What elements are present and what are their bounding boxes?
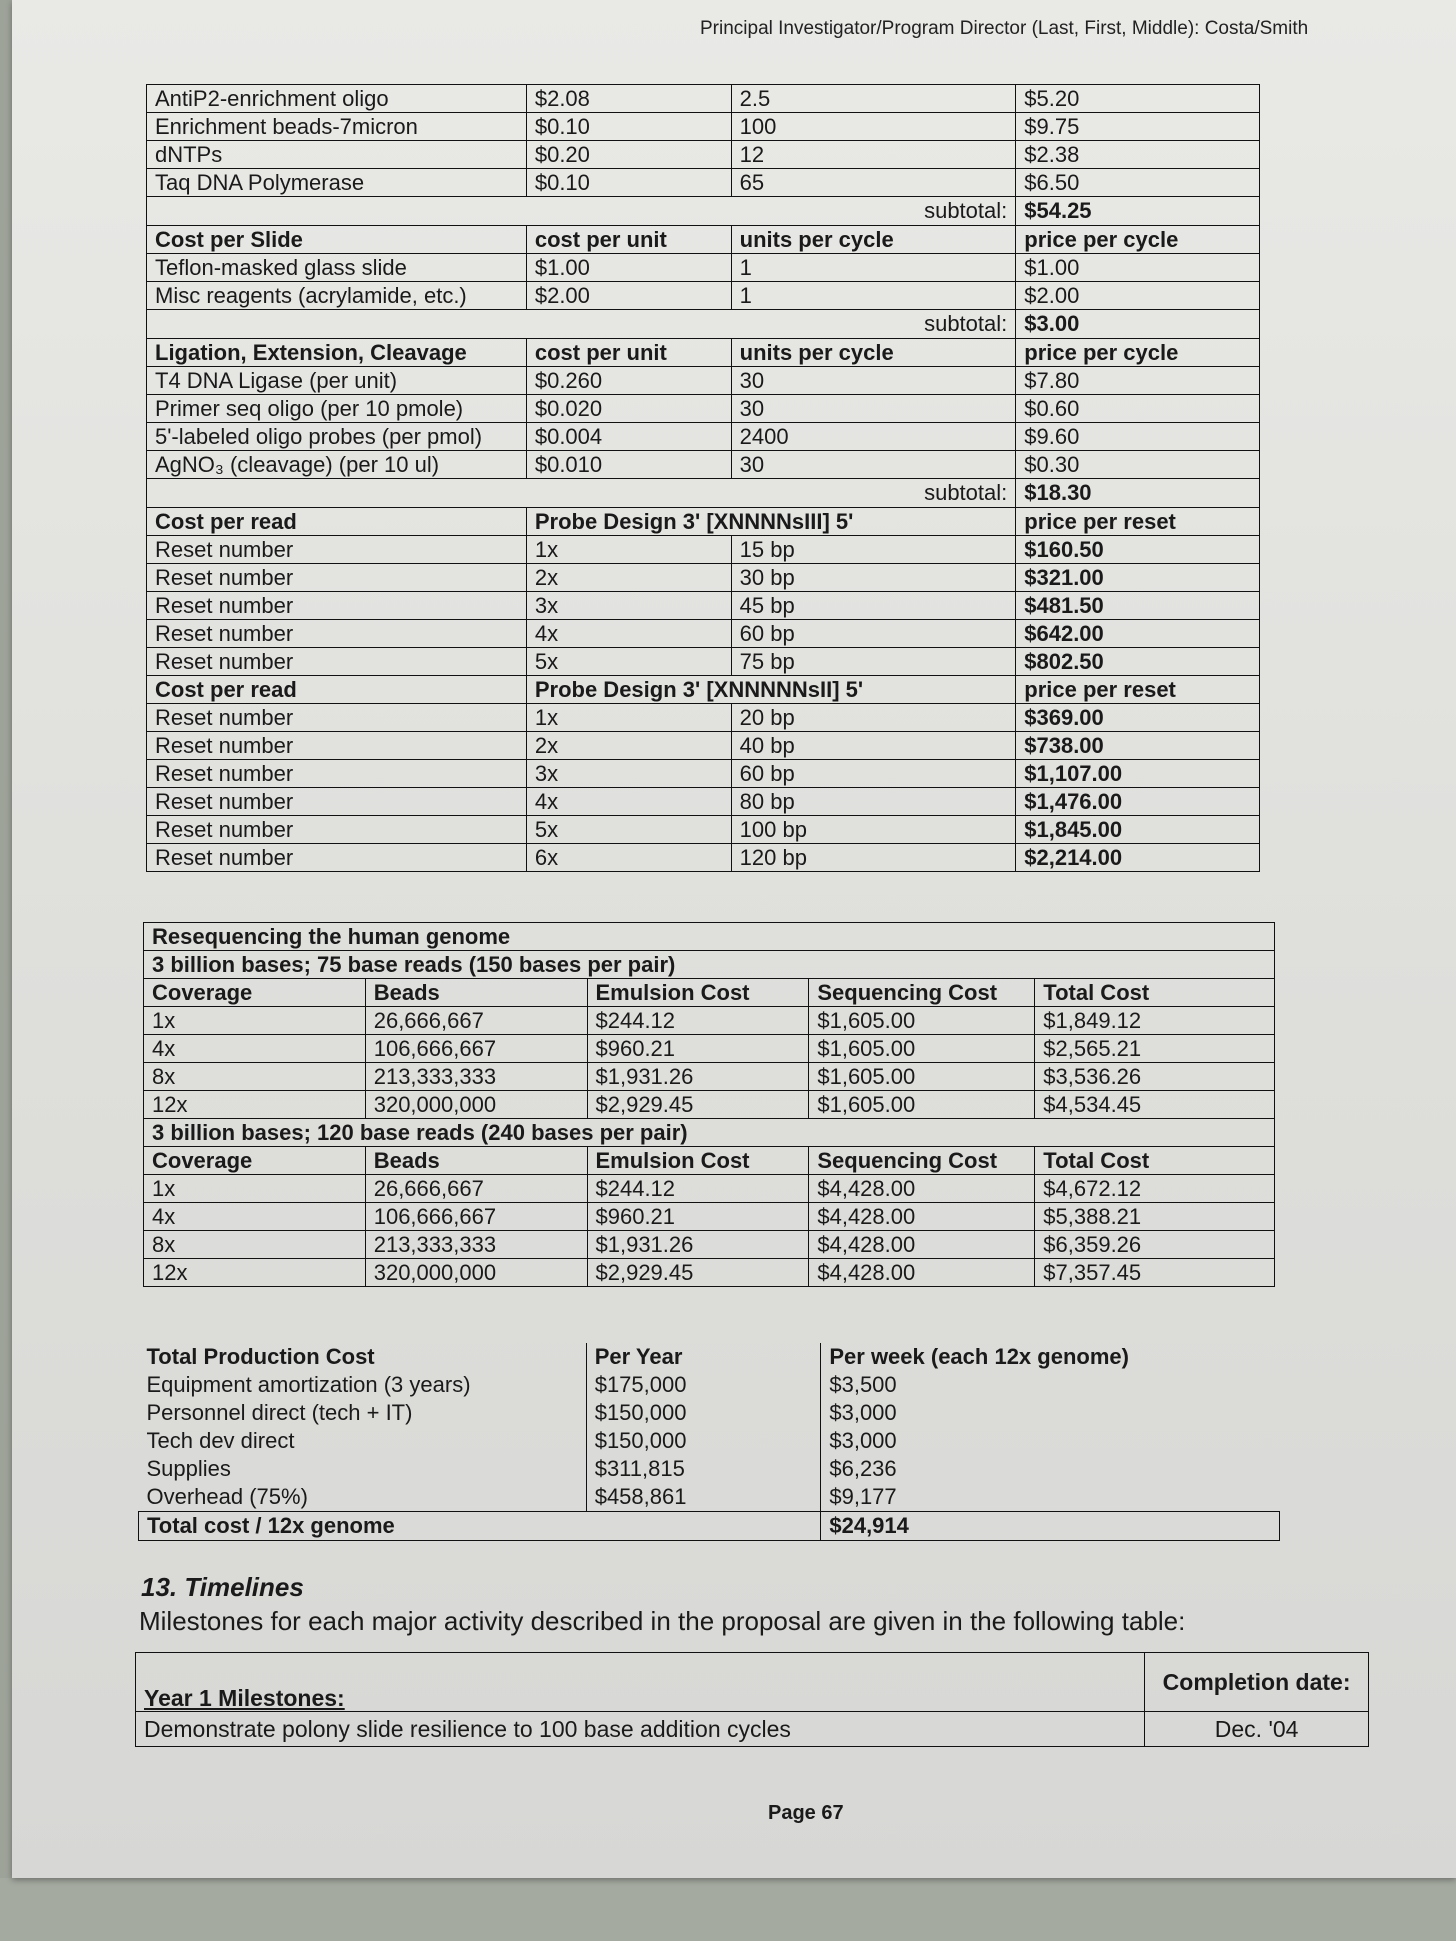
table-cell: Emulsion Cost	[587, 1147, 809, 1175]
table-cell: Reset number	[147, 620, 527, 648]
table-cell: $7.80	[1016, 367, 1260, 395]
table-cell: $9,177	[821, 1483, 1280, 1512]
table-cell: $802.50	[1016, 648, 1260, 676]
table-cell: $1,605.00	[809, 1035, 1035, 1063]
table-row	[147, 169, 1260, 197]
total-row	[139, 1512, 1280, 1541]
table-row	[147, 113, 1260, 141]
table-row	[147, 536, 1260, 564]
table-cell: $24,914	[821, 1512, 1280, 1541]
table-header-row	[147, 676, 1260, 704]
production-cost-table	[138, 1343, 1280, 1541]
table-cell: Ligation, Extension, Cleavage	[147, 339, 527, 367]
table-row	[147, 367, 1260, 395]
table-title-row	[144, 923, 1275, 951]
table-cell: cost per unit	[526, 226, 731, 254]
table-cell: $481.50	[1016, 592, 1260, 620]
table-cell: Cost per read	[147, 508, 527, 536]
table-row	[147, 564, 1260, 592]
table-cell: Tech dev direct	[146, 1428, 295, 1453]
table-cell: 100 bp	[731, 816, 1016, 844]
table-cell: subtotal:	[147, 310, 1016, 339]
table-cell: subtotal:	[147, 197, 1016, 226]
table-cell: T4 DNA Ligase (per unit)	[147, 367, 527, 395]
table-cell: Reset number	[147, 536, 527, 564]
table-cell: 3 billion bases; 75 base reads (150 bases per pair)	[144, 951, 1275, 979]
table-cell: 60 bp	[731, 760, 1016, 788]
cost-table	[146, 84, 1260, 872]
resequencing-table	[143, 922, 1275, 1287]
table-row	[144, 1175, 1275, 1203]
table-cell: 4x	[526, 788, 731, 816]
table-row	[144, 1035, 1275, 1063]
table-cell: $1,605.00	[809, 1091, 1035, 1119]
table-row	[147, 732, 1260, 760]
table-cell: 5x	[526, 816, 731, 844]
table-cell: price per reset	[1016, 508, 1260, 536]
table-cell: 4x	[144, 1035, 366, 1063]
table-cell: Emulsion Cost	[587, 979, 809, 1007]
table-cell: $311,815	[586, 1455, 821, 1483]
table-cell: Teflon-masked glass slide	[147, 254, 527, 282]
table-cell: 1x	[526, 536, 731, 564]
table-cell: $0.60	[1016, 395, 1260, 423]
table-cell: 5x	[526, 648, 731, 676]
table-cell: 8x	[144, 1063, 366, 1091]
table-cell: $4,428.00	[809, 1175, 1035, 1203]
table-cell: $0.10	[526, 169, 731, 197]
table-cell: 3x	[526, 760, 731, 788]
table-cell: 45 bp	[731, 592, 1016, 620]
table-cell: $1.00	[1016, 254, 1260, 282]
table-row	[144, 1203, 1275, 1231]
table-cell: 320,000,000	[365, 1091, 587, 1119]
table-cell: $1.00	[526, 254, 731, 282]
table-cell: Demonstrate polony slide resilience to 100 base addition cycles	[136, 1712, 1145, 1747]
table-cell: 1x	[526, 704, 731, 732]
pi-header: Principal Investigator/Program Director (Last, First, Middle): Costa/Smith	[700, 18, 1309, 39]
table-cell: $150,000	[586, 1399, 821, 1427]
table-cell: AgNO₃ (cleavage) (per 10 ul)	[147, 451, 527, 479]
table-cell: 75 bp	[731, 648, 1016, 676]
table-row	[147, 423, 1260, 451]
table-row	[144, 1231, 1275, 1259]
table-cell: $3.00	[1016, 310, 1260, 339]
table-cell: $2.38	[1016, 141, 1260, 169]
table-row	[147, 254, 1260, 282]
table-cell: $642.00	[1016, 620, 1260, 648]
table-cell: Sequencing Cost	[809, 979, 1035, 1007]
table-row	[144, 1007, 1275, 1035]
table-cell: $9.75	[1016, 113, 1260, 141]
table-row	[144, 1063, 1275, 1091]
table-cell: $150,000	[586, 1427, 821, 1455]
table-cell: Resequencing the human genome	[144, 923, 1275, 951]
table-cell: 30	[731, 367, 1016, 395]
year-milestones-label: Year 1 Milestones:	[144, 1685, 345, 1711]
table-row	[139, 1483, 1280, 1512]
table-header-row	[147, 508, 1260, 536]
table-cell: Equipment amortization (3 years)	[146, 1372, 471, 1397]
table-cell: $7,357.45	[1035, 1259, 1275, 1287]
table-cell: 30	[731, 451, 1016, 479]
table-cell: $4,672.12	[1035, 1175, 1275, 1203]
table-cell: $0.010	[526, 451, 731, 479]
table-cell: AntiP2-enrichment oligo	[147, 85, 527, 113]
table-cell: $18.30	[1016, 479, 1260, 508]
table-subtitle-row	[144, 951, 1275, 979]
table-cell: 40 bp	[731, 732, 1016, 760]
table-row	[147, 85, 1260, 113]
table-row	[139, 1455, 1280, 1483]
table-cell: $3,536.26	[1035, 1063, 1275, 1091]
table-header-row	[136, 1653, 1369, 1712]
table-cell: Coverage	[144, 1147, 366, 1175]
table-cell: Probe Design 3' [XNNNNNsII] 5'	[526, 676, 1015, 704]
table-cell: price per cycle	[1016, 226, 1260, 254]
table-row	[147, 282, 1260, 310]
table-cell: Reset number	[147, 788, 527, 816]
table-cell: cost per unit	[526, 339, 731, 367]
table-cell: subtotal:	[147, 479, 1016, 508]
table-cell: Coverage	[144, 979, 366, 1007]
table-cell: $960.21	[587, 1035, 809, 1063]
table-cell: $2,214.00	[1016, 844, 1260, 872]
table-cell: $244.12	[587, 1175, 809, 1203]
table-cell: Supplies	[146, 1456, 231, 1481]
table-row	[147, 760, 1260, 788]
table-cell: 1	[731, 282, 1016, 310]
table-cell: 4x	[526, 620, 731, 648]
table-cell: $4,428.00	[809, 1231, 1035, 1259]
table-cell: $5,388.21	[1035, 1203, 1275, 1231]
table-row	[139, 1371, 1280, 1399]
table-cell: $0.20	[526, 141, 731, 169]
table-cell: 1	[731, 254, 1016, 282]
table-cell: 120 bp	[731, 844, 1016, 872]
table-cell: $2,565.21	[1035, 1035, 1275, 1063]
table-cell: 2x	[526, 564, 731, 592]
table-cell: Overhead (75%)	[146, 1484, 308, 1509]
table-cell: $321.00	[1016, 564, 1260, 592]
table-cell: Probe Design 3' [XNNNNsIII] 5'	[526, 508, 1015, 536]
table-cell: $0.020	[526, 395, 731, 423]
table-cell: $3,500	[821, 1371, 1280, 1399]
table-cell: $0.260	[526, 367, 731, 395]
table-cell: $6.50	[1016, 169, 1260, 197]
table-cell: 65	[731, 169, 1016, 197]
table-cell: $175,000	[586, 1371, 821, 1399]
subtotal-row	[147, 479, 1260, 508]
table-cell: 80 bp	[731, 788, 1016, 816]
table-row	[147, 620, 1260, 648]
table-cell: 2x	[526, 732, 731, 760]
table-cell: Personnel direct (tech + IT)	[146, 1400, 413, 1425]
table-header-row	[144, 979, 1275, 1007]
milestones-table	[135, 1652, 1369, 1747]
table-cell: $1,931.26	[587, 1063, 809, 1091]
table-cell: 15 bp	[731, 536, 1016, 564]
table-row	[147, 395, 1260, 423]
table-cell: Total Cost	[1035, 1147, 1275, 1175]
table-cell: dNTPs	[147, 141, 527, 169]
timelines-heading: 13. Timelines	[141, 1572, 304, 1602]
table-cell: $1,931.26	[587, 1231, 809, 1259]
table-cell: 30	[731, 395, 1016, 423]
table-cell: $9.60	[1016, 423, 1260, 451]
table-cell: $2.00	[1016, 282, 1260, 310]
table-row	[147, 451, 1260, 479]
table-cell: price per cycle	[1016, 339, 1260, 367]
completion-date-header: Completion date:	[1145, 1653, 1369, 1712]
table-cell: $6,236	[821, 1455, 1280, 1483]
table-cell: 12	[731, 141, 1016, 169]
table-cell: 60 bp	[731, 620, 1016, 648]
table-cell: $1,605.00	[809, 1007, 1035, 1035]
table-cell: $738.00	[1016, 732, 1260, 760]
table-cell: Total Cost	[1035, 979, 1275, 1007]
table-cell: $2.08	[526, 85, 731, 113]
table-row	[139, 1399, 1280, 1427]
table-cell: 1x	[144, 1007, 366, 1035]
table-cell: $1,605.00	[809, 1063, 1035, 1091]
table-cell: $6,359.26	[1035, 1231, 1275, 1259]
table-cell: $4,534.45	[1035, 1091, 1275, 1119]
table-cell: Beads	[365, 1147, 587, 1175]
table-cell: Reset number	[147, 816, 527, 844]
table-cell: units per cycle	[731, 226, 1016, 254]
table-cell: Reset number	[147, 564, 527, 592]
read-rows-2	[147, 676, 1260, 872]
table-cell: $2,929.45	[587, 1091, 809, 1119]
table-cell: 213,333,333	[365, 1063, 587, 1091]
table-cell: Total cost / 12x genome	[139, 1512, 821, 1541]
table-cell: Taq DNA Polymerase	[147, 169, 527, 197]
table-cell: 12x	[144, 1091, 366, 1119]
table-row	[147, 844, 1260, 872]
table-cell: 3x	[526, 592, 731, 620]
ligation-rows	[147, 339, 1260, 508]
table-cell: 106,666,667	[365, 1203, 587, 1231]
table-row	[147, 788, 1260, 816]
table-header-row	[139, 1343, 1280, 1371]
table-cell: 2400	[731, 423, 1016, 451]
table-cell: 106,666,667	[365, 1035, 587, 1063]
table-cell: 26,666,667	[365, 1175, 587, 1203]
table-cell: 1x	[144, 1175, 366, 1203]
table-cell: price per reset	[1016, 676, 1260, 704]
table-cell: 2.5	[731, 85, 1016, 113]
table-row	[136, 1712, 1369, 1747]
table-cell: 100	[731, 113, 1016, 141]
table-cell: Total Production Cost	[146, 1344, 375, 1369]
table-cell: 8x	[144, 1231, 366, 1259]
table-cell: $0.30	[1016, 451, 1260, 479]
table-header-row	[147, 226, 1260, 254]
table-cell: Enrichment beads-7micron	[147, 113, 527, 141]
table-cell: 320,000,000	[365, 1259, 587, 1287]
table-cell: $2.00	[526, 282, 731, 310]
table-cell: $2,929.45	[587, 1259, 809, 1287]
table-cell: $0.10	[526, 113, 731, 141]
table-row	[147, 592, 1260, 620]
table-cell: $1,849.12	[1035, 1007, 1275, 1035]
table-cell: $3,000	[821, 1399, 1280, 1427]
table-cell: units per cycle	[731, 339, 1016, 367]
table-cell: 12x	[144, 1259, 366, 1287]
table-cell: $1,845.00	[1016, 816, 1260, 844]
table-cell: 20 bp	[731, 704, 1016, 732]
timelines-intro: Milestones for each major activity described in the proposal are given in the following table:	[139, 1606, 1186, 1636]
table-row	[139, 1427, 1280, 1455]
table-cell: $5.20	[1016, 85, 1260, 113]
table-row	[144, 1091, 1275, 1119]
table-row	[147, 816, 1260, 844]
reagent-rows	[147, 85, 1260, 226]
table-header-row	[147, 339, 1260, 367]
subtotal-row	[147, 197, 1260, 226]
table-cell: 4x	[144, 1203, 366, 1231]
table-cell: Reset number	[147, 732, 527, 760]
table-cell: $0.004	[526, 423, 731, 451]
table-subtitle-row	[144, 1119, 1275, 1147]
table-cell: $960.21	[587, 1203, 809, 1231]
table-cell: 30 bp	[731, 564, 1016, 592]
subtotal-row	[147, 310, 1260, 339]
table-cell: Sequencing Cost	[809, 1147, 1035, 1175]
table-cell: Per Year	[586, 1343, 821, 1371]
table-cell: Beads	[365, 979, 587, 1007]
table-row	[147, 141, 1260, 169]
table-cell: 6x	[526, 844, 731, 872]
table-cell: Reset number	[147, 760, 527, 788]
table-cell	[136, 1653, 1145, 1712]
table-cell: Per week (each 12x genome)	[821, 1343, 1280, 1371]
table-row	[144, 1259, 1275, 1287]
table-cell: 213,333,333	[365, 1231, 587, 1259]
table-cell: $4,428.00	[809, 1259, 1035, 1287]
table-cell: $1,476.00	[1016, 788, 1260, 816]
table-cell: Misc reagents (acrylamide, etc.)	[147, 282, 527, 310]
table-cell: $160.50	[1016, 536, 1260, 564]
table-cell: $1,107.00	[1016, 760, 1260, 788]
table-cell: Reset number	[147, 648, 527, 676]
page-number: Page 67	[768, 1802, 844, 1824]
table-cell: Cost per read	[147, 676, 527, 704]
read-rows-1	[147, 508, 1260, 676]
table-cell: $4,428.00	[809, 1203, 1035, 1231]
table-cell: 3 billion bases; 120 base reads (240 bases per pair)	[144, 1119, 1275, 1147]
slide-rows	[147, 226, 1260, 339]
table-cell: 26,666,667	[365, 1007, 587, 1035]
table-cell: Primer seq oligo (per 10 pmole)	[147, 395, 527, 423]
table-row	[147, 704, 1260, 732]
table-cell: $458,861	[586, 1483, 821, 1512]
table-cell: Dec. '04	[1145, 1712, 1369, 1747]
table-cell: Cost per Slide	[147, 226, 527, 254]
table-cell: Reset number	[147, 844, 527, 872]
table-cell: $244.12	[587, 1007, 809, 1035]
table-cell: $54.25	[1016, 197, 1260, 226]
table-cell: $3,000	[821, 1427, 1280, 1455]
table-cell: Reset number	[147, 592, 527, 620]
background-floor	[0, 1878, 1456, 1941]
table-row	[147, 648, 1260, 676]
table-cell: $369.00	[1016, 704, 1260, 732]
table-cell: Reset number	[147, 704, 527, 732]
table-cell: 5'-labeled oligo probes (per pmol)	[147, 423, 527, 451]
table-header-row	[144, 1147, 1275, 1175]
